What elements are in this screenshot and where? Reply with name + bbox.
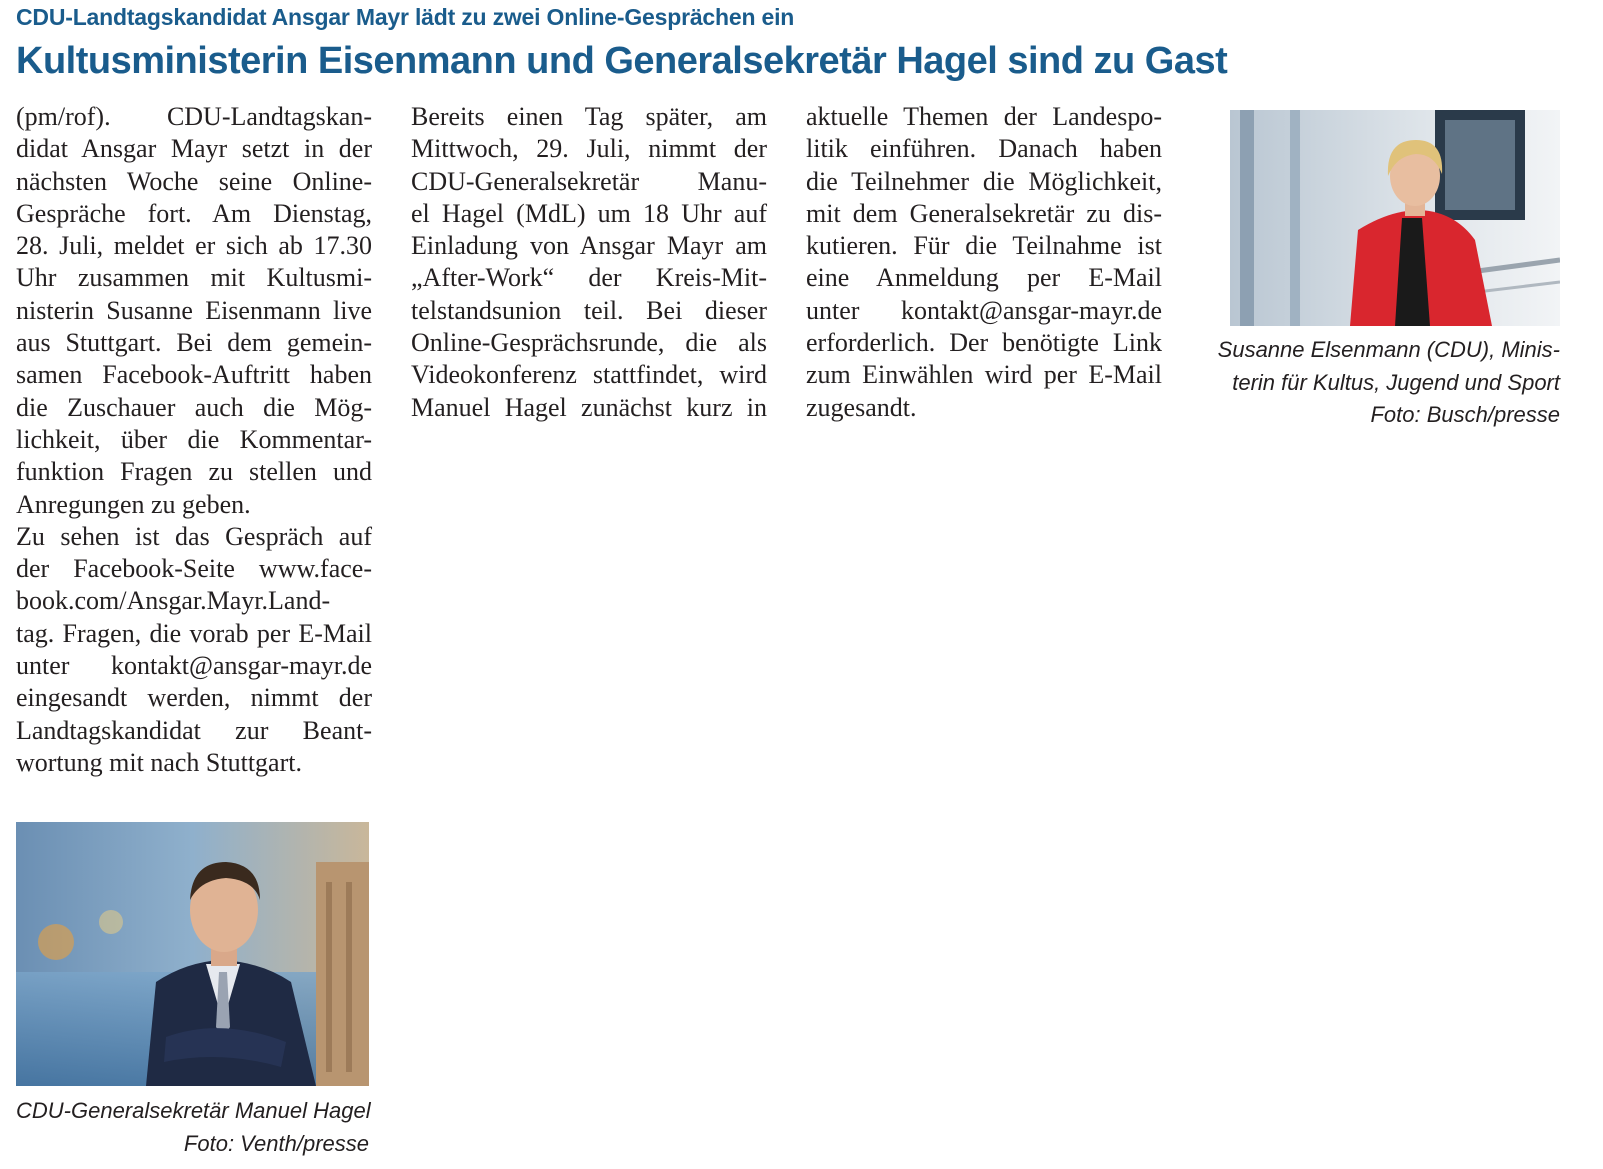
text-line: Landtagskandidat zur Beant- <box>16 715 372 745</box>
text-line: erforderlich. Der benötigte Link <box>806 328 1162 358</box>
text-line: der Facebook-Seite www.face- <box>16 554 372 584</box>
text-line: „After-Work“ der Kreis-Mit- <box>411 263 767 293</box>
text-line: Mittwoch, 29. Juli, nimmt der <box>411 134 767 164</box>
text-line: wortung mit nach Stuttgart. <box>16 747 302 777</box>
text-line: zum Einwählen wird per E-Mail <box>806 360 1162 390</box>
text-line: Online-Gesprächsrunde, die als <box>411 328 767 358</box>
text-line: nächsten Woche seine Online- <box>16 166 372 196</box>
text-line: lichkeit, über die Kommentar- <box>16 424 372 454</box>
text-line: Bereits einen Tag später, am <box>411 102 767 131</box>
text-line: eine Anmeldung per E-Mail <box>806 263 1162 293</box>
text-line: eingesandt werden, nimmt der <box>16 683 372 713</box>
text-line: Manuel Hagel zunächst kurz in <box>411 392 767 422</box>
portrait-illustration <box>1230 110 1560 326</box>
text-line: unter kontakt@ansgar-mayr.de <box>16 651 372 681</box>
text-line: (pm/rof). CDU-Landtagskan- <box>16 102 372 131</box>
photo-caption-hagel <box>16 1095 369 1160</box>
text-line: nisterin Susanne Eisenmann live <box>16 295 372 325</box>
text-line: el Hagel (MdL) um 18 Uhr auf <box>411 198 767 228</box>
text-line: samen Facebook-Auftritt haben <box>16 360 372 390</box>
text-line: zugesandt. <box>806 392 917 422</box>
caption-text: CDU-Generalsekretär Manuel Hagel <box>16 1098 371 1123</box>
text-line: didat Ansgar Mayr setzt in der <box>16 134 372 164</box>
text-line: funktion Fragen zu stellen und <box>16 457 372 487</box>
text-line: telstandsunion teil. Bei dieser <box>411 295 767 325</box>
article-headline: Kultusministerin Eisenmann und Generalsekretär Hagel sind zu Gast <box>16 40 1228 82</box>
text-line: Anregungen zu geben. <box>16 489 251 519</box>
photo-caption-eisenmann <box>1180 334 1560 432</box>
text-line: aus Stuttgart. Bei dem gemein- <box>16 328 372 358</box>
caption-text: terin für Kultus, Jugend und Sport <box>1232 369 1560 395</box>
text-line: die Zuschauer auch die Mög- <box>16 392 372 422</box>
text-line: litik einführen. Danach haben <box>806 134 1162 164</box>
text-line: die Teilnehmer die Möglichkeit, <box>806 166 1162 196</box>
text-line: tag. Fragen, die vorab per E-Mail <box>16 618 372 648</box>
text-line: 28. Juli, meldet er sich ab 17.30 <box>16 231 372 261</box>
text-line: aktuelle Themen der Landespo- <box>806 102 1162 131</box>
text-line: kutieren. Für die Teilnahme ist <box>806 231 1162 261</box>
text-line: Gespräche fort. Am Dienstag, <box>16 198 372 228</box>
text-line: unter kontakt@ansgar-mayr.de <box>806 295 1162 325</box>
portrait-illustration <box>16 822 369 1086</box>
article-column-2 <box>411 101 767 424</box>
text-line: Videokonferenz stattfindet, wird <box>411 360 767 390</box>
caption-text: Susanne Elsenmann (CDU), Minis- <box>1217 337 1560 362</box>
article-column-1 <box>16 101 372 779</box>
text-line: mit dem Generalsekretär zu dis- <box>806 198 1162 228</box>
text-line: Uhr zusammen mit Kultusmi- <box>16 263 372 293</box>
photo-credit: Foto: Busch/presse <box>1370 402 1560 427</box>
article-column-3 <box>806 101 1162 424</box>
photo-susanne-eisenmann <box>1230 110 1560 326</box>
text-line: Zu sehen ist das Gespräch auf <box>16 521 372 551</box>
text-line: CDU-Generalsekretär Manu- <box>411 166 767 196</box>
photo-manuel-hagel <box>16 822 369 1086</box>
article-kicker: CDU-Landtagskandidat Ansgar Mayr lädt zu zwei Online-Gesprächen ein <box>16 4 795 30</box>
text-line: book.com/Ansgar.Mayr.Land- <box>16 586 331 616</box>
photo-credit: Foto: Venth/presse <box>183 1130 369 1156</box>
text-line: Einladung von Ansgar Mayr am <box>411 231 767 261</box>
